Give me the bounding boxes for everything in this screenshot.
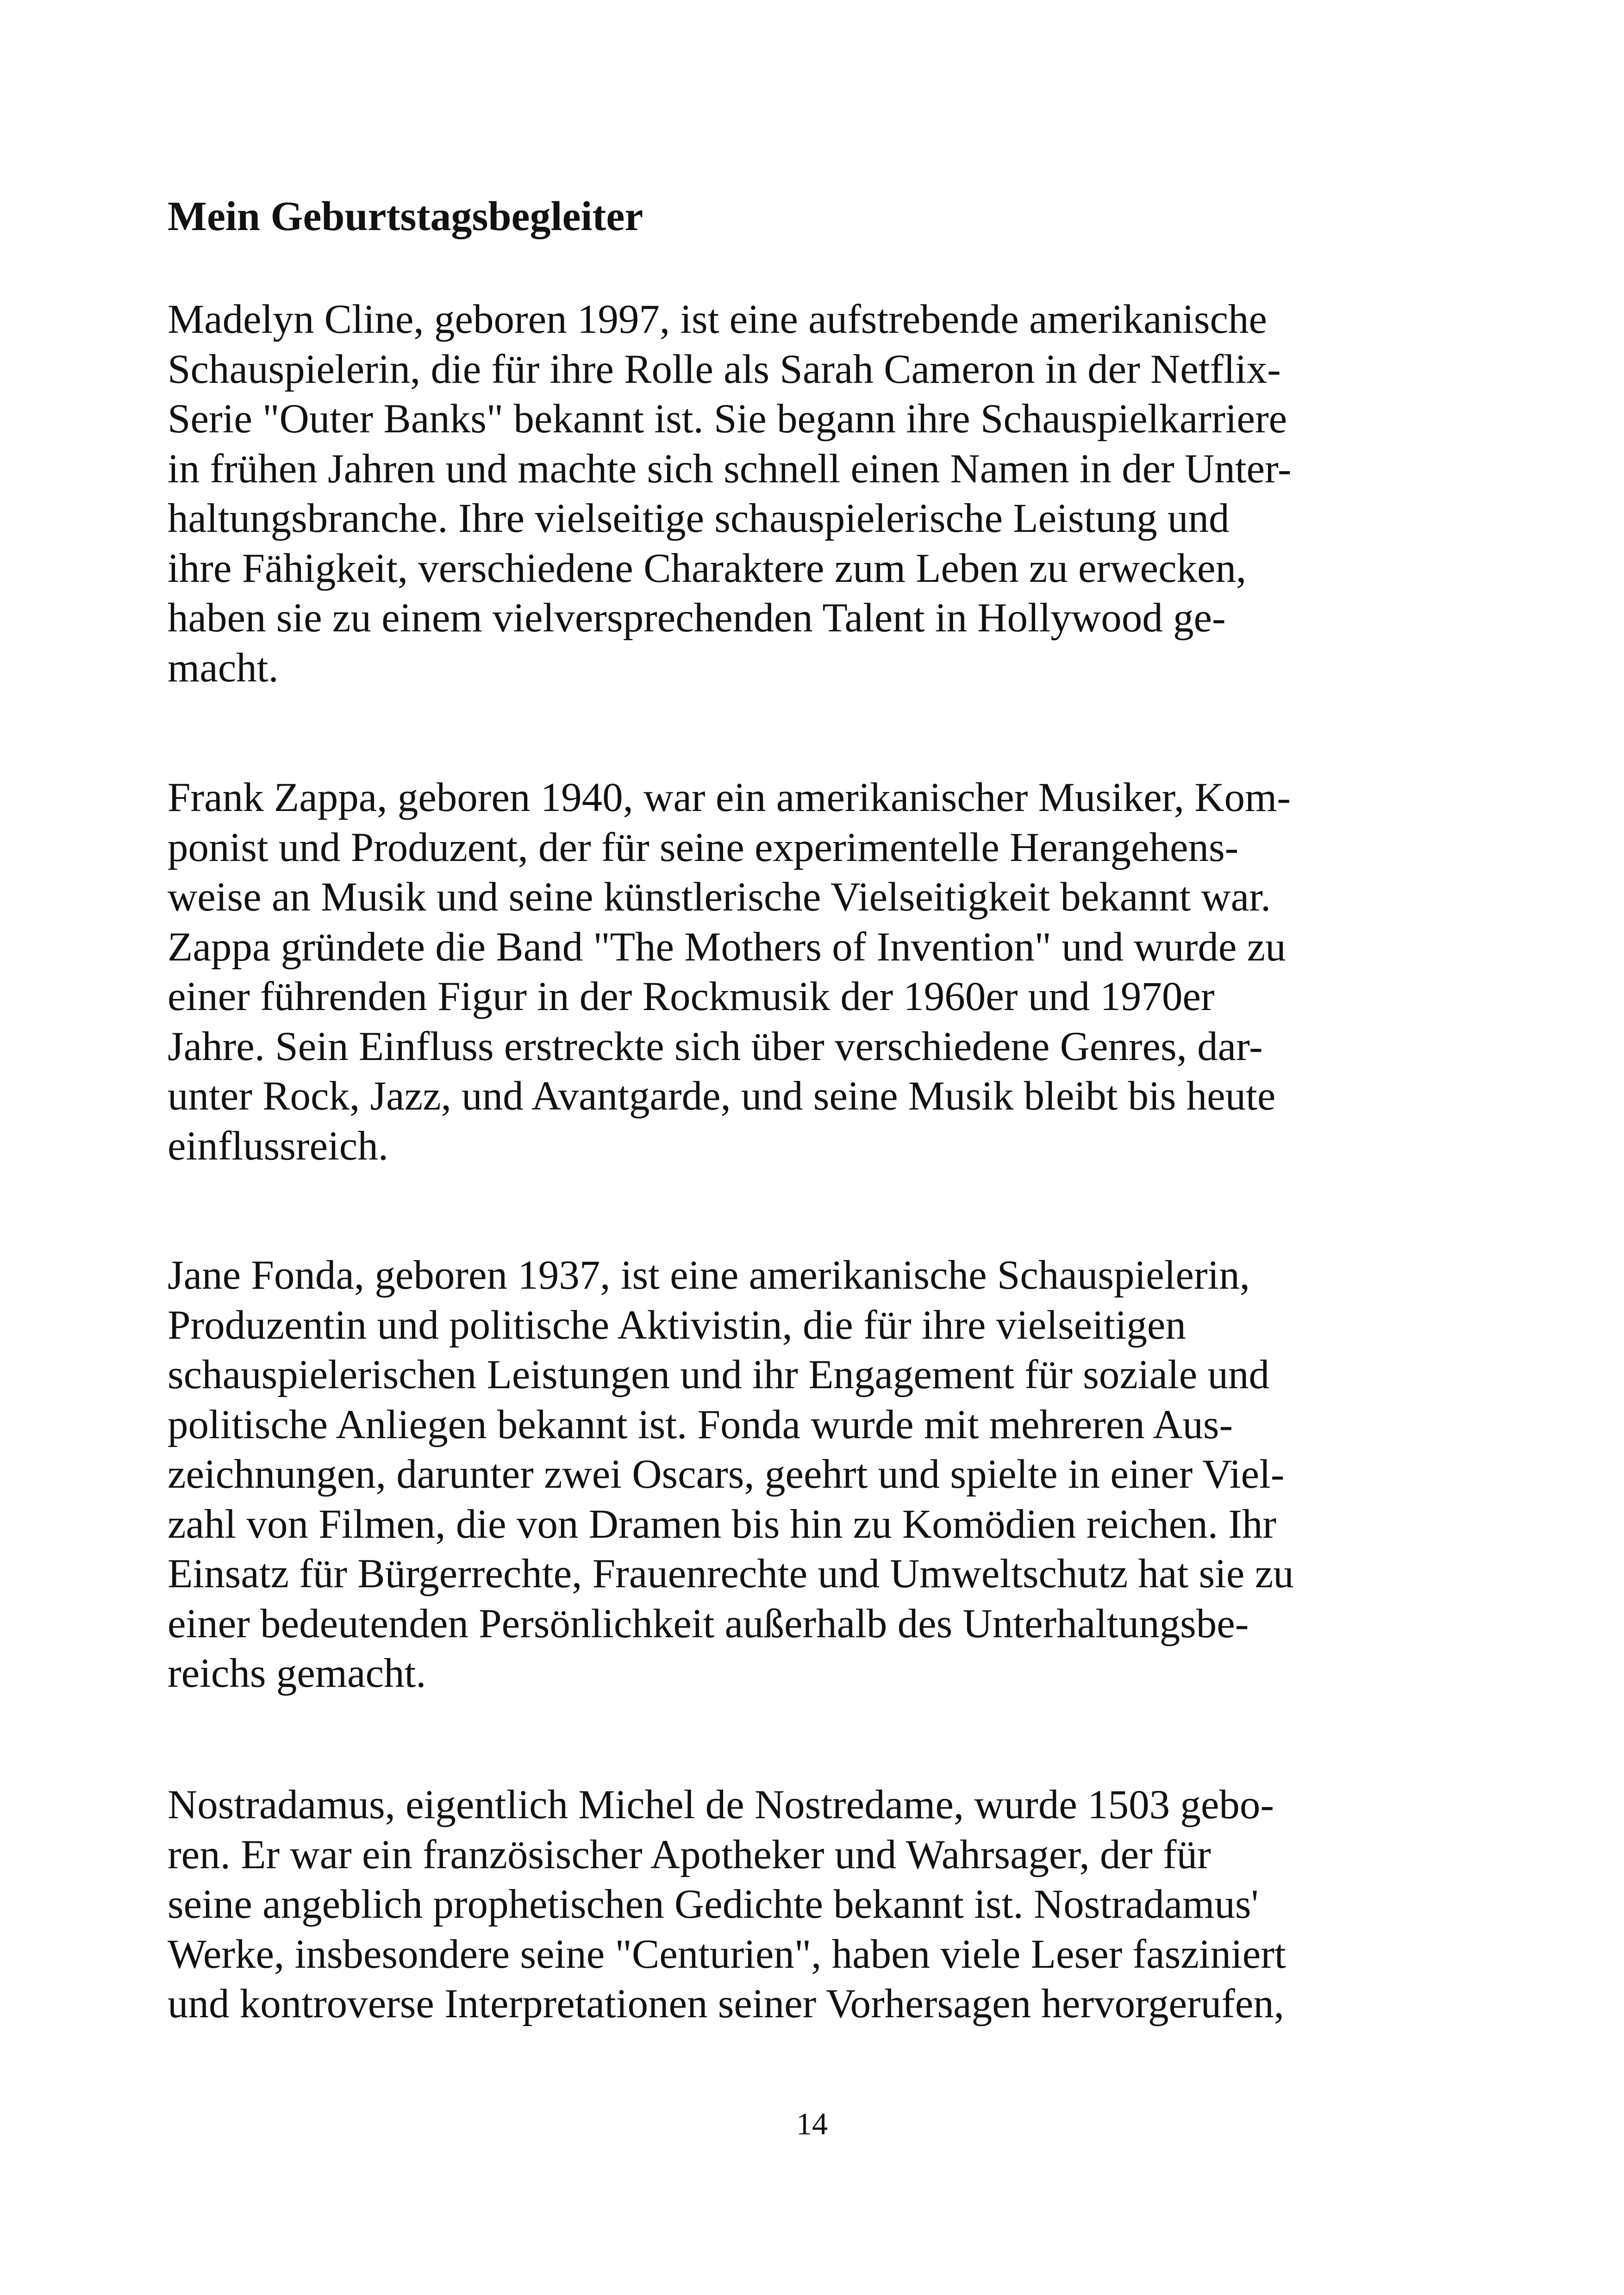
paragraph-jane-fonda — [168, 1251, 1294, 1699]
text-line: Zappa gründete die Band "The Mothers of Invention" und wurde zu — [168, 924, 1286, 970]
paragraph-madelyn-cline — [168, 295, 1292, 693]
text-line: Jahre. Sein Einfluss erstreckte sich über verschiedene Genres, dar- — [168, 1023, 1263, 1069]
page-title: Mein Geburtstagsbegleiter — [168, 193, 643, 239]
text-line: Einsatz für Bürgerrechte, Frauenrechte und Umweltschutz hat sie zu — [168, 1551, 1294, 1597]
paragraph-nostradamus — [168, 1780, 1286, 2029]
text-line: politische Anliegen bekannt ist. Fonda wurde mit mehreren Aus- — [168, 1402, 1233, 1447]
paragraph-frank-zappa — [168, 773, 1291, 1171]
text-line: Werke, insbesondere seine "Centurien", haben viele Leser fasziniert — [168, 1931, 1286, 1977]
text-line: einer führenden Figur in der Rockmusik der 1960er und 1970er — [168, 974, 1215, 1019]
text-line: weise an Musik und seine künstlerische Vielseitigkeit bekannt war. — [168, 874, 1271, 920]
text-line: einer bedeutenden Persönlichkeit außerhalb des Unterhaltungsbe- — [168, 1601, 1249, 1646]
text-line: ponist und Produzent, der für seine experimentelle Herangehens- — [168, 824, 1239, 870]
text-line: ihre Fähigkeit, verschiedene Charaktere zum Leben zu erwecken, — [168, 545, 1247, 591]
text-line: und kontroverse Interpretationen seiner Vorhersagen hervorgerufen, — [168, 1981, 1285, 2027]
text-line: Frank Zappa, geboren 1940, war ein amerikanischer Musiker, Kom- — [168, 775, 1291, 820]
text-line: Produzentin und politische Aktivistin, die für ihre vielseitigen — [168, 1302, 1186, 1348]
text-line: schauspielerischen Leistungen und ihr Engagement für soziale und — [168, 1352, 1270, 1397]
text-line: seine angeblich prophetischen Gedichte bekannt ist. Nostradamus' — [168, 1882, 1259, 1927]
text-line: reichs gemacht. — [168, 1651, 426, 1696]
text-line: macht. — [168, 645, 279, 691]
text-line: ren. Er war ein französischer Apotheker und Wahrsager, der für — [168, 1832, 1211, 1877]
text-line: Jane Fonda, geboren 1937, ist eine amerikanische Schauspielerin, — [168, 1253, 1250, 1298]
text-line: haben sie zu einem vielversprechenden Talent in Hollywood ge- — [168, 595, 1226, 641]
text-line: Madelyn Cline, geboren 1997, ist eine aufstrebende amerikanische — [168, 297, 1268, 342]
text-line: Serie "Outer Banks" bekannt ist. Sie begann ihre Schauspielkarriere — [168, 396, 1287, 442]
text-line: zeichnungen, darunter zwei Oscars, geehrt und spielte in einer Viel- — [168, 1452, 1285, 1497]
text-line: in frühen Jahren und machte sich schnell einen Namen in der Unter- — [168, 446, 1292, 492]
text-line: Nostradamus, eigentlich Michel de Nostredame, wurde 1503 gebo- — [168, 1782, 1274, 1827]
text-line: einflussreich. — [168, 1123, 388, 1169]
page-number: 14 — [796, 2106, 828, 2141]
text-line: Schauspielerin, die für ihre Rolle als Sarah Cameron in der Netflix- — [168, 346, 1281, 392]
text-line: unter Rock, Jazz, und Avantgarde, und seine Musik bleibt bis heute — [168, 1073, 1276, 1119]
text-line: zahl von Filmen, die von Dramen bis hin zu Komödien reichen. Ihr — [168, 1501, 1277, 1547]
text-line: haltungsbranche. Ihre vielseitige schauspielerische Leistung und — [168, 496, 1230, 541]
